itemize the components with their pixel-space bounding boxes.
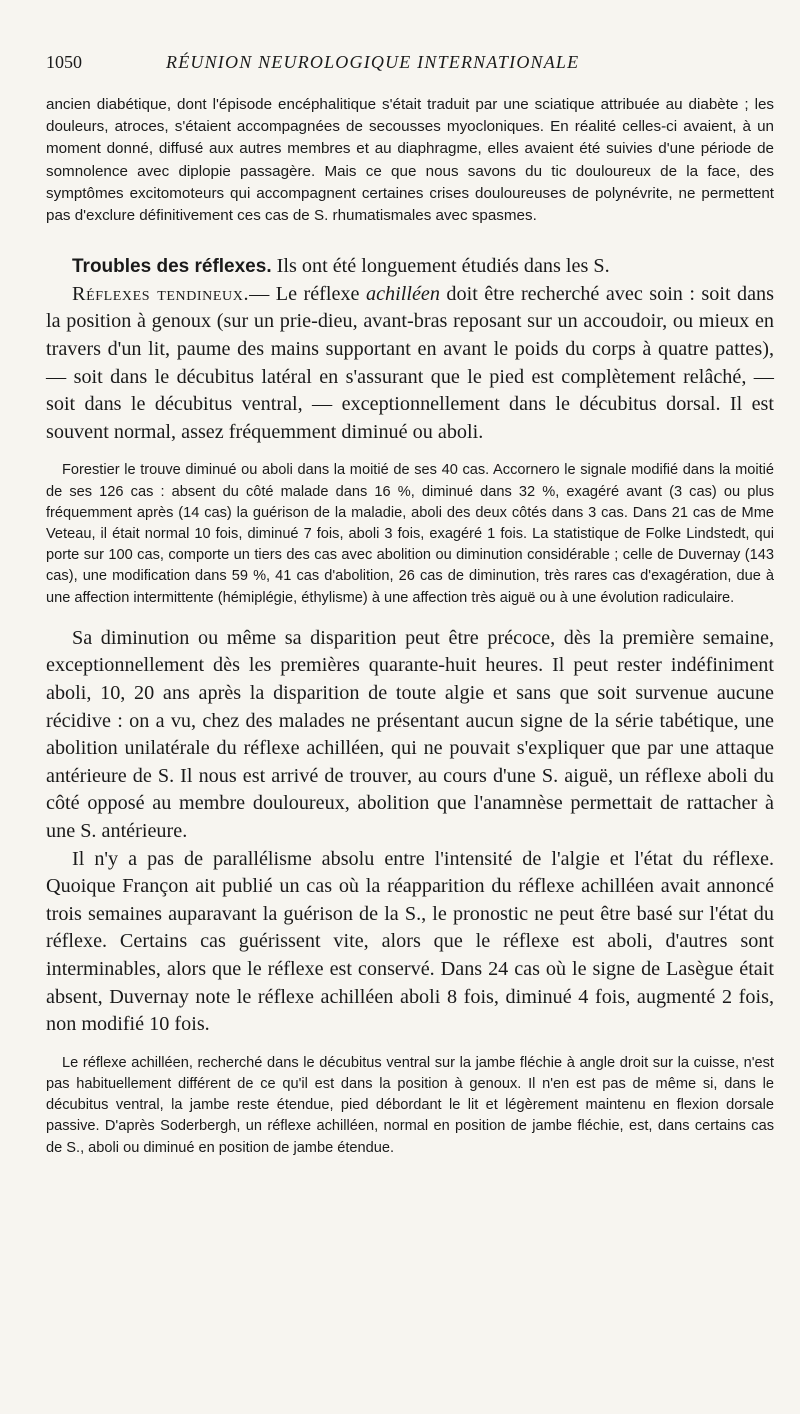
note-statistics: Forestier le trouve diminué ou aboli dans la moitié de ses 40 cas. Accornero le signale modifié dans la moitié de ses 126 cas : absent du côté malade dans 16 %, diminué dans 32 %, exagéré avant (3 cas) ou plus fréquemment après (14 cas) la guérison de la maladie, aboli des deux côtés dans 3 cas. Dans 21 cas de Mme Veteau, il était normal 10 fois, diminué 7 fois, aboli 3 fois, exagéré 1 fois. La statistique de Folke Lindstedt, qui porte sur 100 cas, comporte un tiers des cas avec abolition ou diminution considérable ; celle de Duvernay (143 cas), une modification dans 59 %, 41 cas d'abolition, 26 cas de diminution, très rares cas d'exagération, due à une affection intermittente (hémiplégie, éthylisme) à une affection très aiguë ou à une évolution radiculaire. bbox=[46, 462, 774, 606]
subsection-italic-term: achilléen bbox=[365, 282, 440, 305]
section-heading-line bbox=[46, 253, 774, 281]
paragraph-diminution: Sa diminution ou même sa disparition peut être précoce, dès la première semaine, exceptionnellement dès les premières quarante-huit heures. Il peut rester indéfiniment aboli, 10, 20 ans après la disparition de toute algie et sans que soit survenue aucune récidive : on a vu, chez des malades ne présentant aucun signe de la série tabétique, une abolition unilatérale du réflexe achilléen, qui ne pouvait s'expliquer que par une attaque antérieure de S. Il nous est arrivé de trouver, au cours d'une S. aiguë, un réflexe aboli du côté opposé au membre douloureux, abolition que l'anamnèse permettait de rattacher à une S. antérieure. bbox=[46, 626, 774, 842]
section-troubles-reflexes bbox=[46, 253, 774, 446]
subsection-lead: — Le réflexe bbox=[249, 282, 366, 305]
paragraph-parallelisme: Il n'y a pas de parallélisme absolu entre l'intensité de l'algie et l'état du réflexe. Quoique Françon ait publié un cas où la réapparition du réflexe achilléen avait annoncé trois semaines auparavant la guérison de la S., le pronostic ne peut être basé sur l'état du réflexe. Certains cas guérissent vite, alors que le réflexe est aboli, d'autres sont interminables, alors que le réflexe est conservé. Dans 24 cas où le signe de Lasègue était absent, Duvernay note le réflexe achilléen aboli 8 fois, diminué 4 fois, augmenté 2 fois, non modifié 10 fois. bbox=[46, 847, 774, 1036]
page-number: 1050 bbox=[46, 52, 82, 72]
subsection-paragraph bbox=[46, 281, 774, 447]
intro-paragraph: ancien diabétique, dont l'épisode encéphalitique s'était traduit par une sciatique attribuée au diabète ; les douleurs, atroces, s'étaient accompagnées de secousses myocloniques. En réalité celles-ci avaient, à un moment donné, diffusé aux autres membres et au diaphragme, elles avaient été suivies d'une période de somnolence avec diplopie passagère. Mais ce que nous savons du tic douloureux de la face, des symptômes excitomoteurs qui accompagnent certaines crises douloureuses de polynévrite, ne permettent pas d'exclure définitivement ces cas de S. rhumatismales avec spasmes. bbox=[46, 96, 774, 225]
section-heading: Troubles des réflexes. bbox=[72, 256, 272, 278]
running-title: RÉUNION NEUROLOGIQUE INTERNATIONALE bbox=[166, 52, 580, 72]
note-decubitus: Le réflexe achilléen, recherché dans le décubitus ventral sur la jambe fléchie à angle droit sur la cuisse, n'est pas habituellement différent de ce qu'il est dans la position à genoux. Il n'en est pas de même si, dans le décubitus ventral, la jambe reste étendue, pied débordant le lit et légèrement maintenu en flexion dorsale passive. D'après Soderbergh, un réflexe achilléen, normal en position de jambe fléchie, est, dans certains cas de S., aboli ou diminué en position de jambe étendue. bbox=[46, 1054, 774, 1156]
section-heading-rest: Ils ont été longuement étudiés dans les S. bbox=[271, 255, 610, 278]
subsection-heading: Réflexes tendineux. bbox=[72, 282, 250, 305]
subsection-text: doit être recherché avec soin : soit dans la position à genoux (sur un prie-dieu, avant-bras reposant sur un accoudoir, ou mieux en travers d'un lit, paume des mains supportant en avant le poids du corps à quatre pattes), — soit dans le décubitus latéral en s'assurant que le pied est complètement relâché, — soit dans le décubitus ventral, — exceptionnellement dans le décubitus dorsal. Il est souvent normal, assez fréquemment diminué ou aboli. bbox=[46, 282, 775, 443]
running-head bbox=[46, 52, 774, 82]
